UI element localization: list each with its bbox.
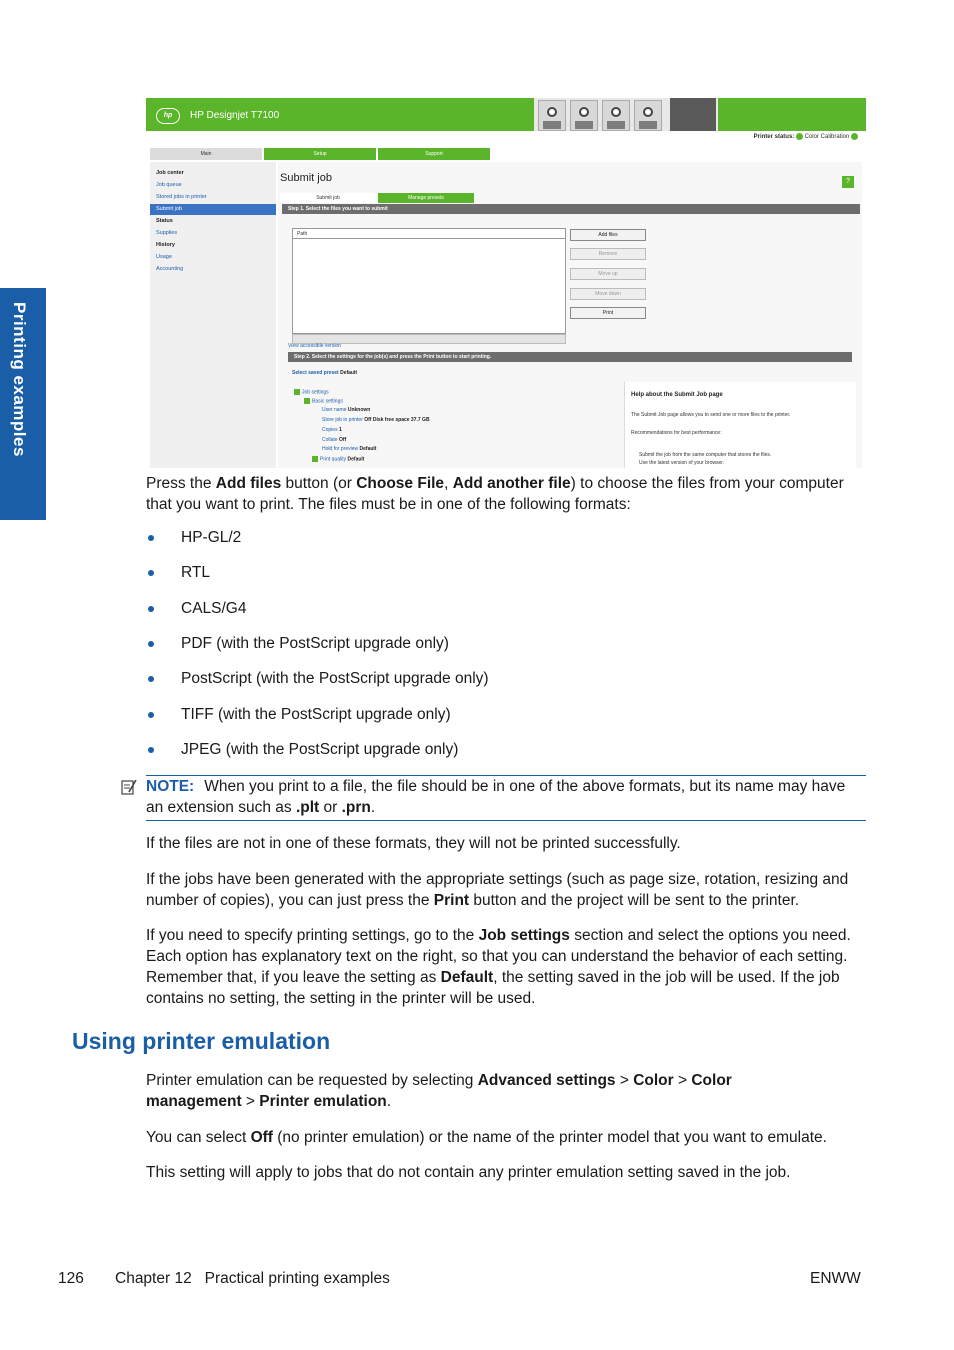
- basic-settings-label: Basic settings: [312, 398, 343, 405]
- emulation-paragraph: Printer emulation can be requested by selecting Advanced settings > Color > Color management > Printer emulation.: [146, 1072, 732, 1110]
- note-box: NOTE: When you print to a file, the file should be in one of the above formats, but its name may have an extension such as .plt or .prn.: [146, 775, 866, 821]
- printer-body-icon: [670, 98, 716, 131]
- expand-icon: [294, 389, 300, 395]
- add-files-button[interactable]: Add files: [570, 229, 646, 241]
- file-list[interactable]: [292, 228, 566, 334]
- tab-support[interactable]: Support: [378, 148, 490, 160]
- help-title: Help about the Submit Job page: [631, 392, 723, 398]
- footer-chapter: Chapter 12 Practical printing examples: [115, 1270, 390, 1287]
- bullet-icon: [148, 570, 154, 576]
- nav-item-job-queue[interactable]: Job queue: [156, 182, 182, 188]
- setting-label: Hold for preview: [322, 446, 359, 452]
- note-icon: [120, 778, 138, 796]
- saved-preset-select[interactable]: [292, 370, 357, 376]
- status-ok-icon: [796, 133, 803, 140]
- page-title: Submit job: [280, 172, 332, 184]
- main-tabs: [150, 148, 490, 160]
- nav-item-usage[interactable]: Usage: [156, 254, 172, 260]
- saved-preset-value: Default: [340, 370, 358, 376]
- setting-collate[interactable]: [322, 437, 346, 443]
- setting-user-name[interactable]: [322, 407, 370, 413]
- setting-value: Off: [338, 437, 347, 443]
- nav-heading-status: Status: [156, 218, 173, 224]
- bullet-icon: [148, 712, 154, 718]
- setting-value: Default: [359, 446, 377, 452]
- note-label: NOTE:: [146, 778, 195, 795]
- step1-header: Step 1. Select the files you want to submit: [282, 204, 860, 214]
- remove-button[interactable]: Remove: [570, 248, 646, 260]
- intro-paragraph: Press the Add files button (or Choose File, Add another file) to choose the files from your computer that you want to print. The files must be in one of the following formats:: [146, 475, 844, 513]
- move-up-button[interactable]: Move up: [570, 268, 646, 280]
- setting-label: Store job in printer: [322, 417, 363, 423]
- nav-heading-job-center: Job center: [156, 170, 184, 176]
- tab-manage-presets[interactable]: Manage presets: [378, 193, 474, 203]
- basic-settings-node[interactable]: [304, 398, 343, 404]
- app-banner: [146, 98, 866, 131]
- footer-locale: ENWW: [810, 1270, 861, 1287]
- bullet-icon: [148, 535, 154, 541]
- generated-jobs-paragraph: If the jobs have been generated with the appropriate settings (such as page size, rotation, resizing and number of copies), you can just press the Print button and the project will be sent to the printer.: [146, 871, 849, 909]
- app-title: HP Designjet T7100: [190, 110, 280, 121]
- setting-value: Default: [347, 456, 365, 463]
- setting-store-job[interactable]: [322, 417, 430, 423]
- bullet-icon: [148, 747, 154, 753]
- help-text: The Submit Job page allows you to send one or more files to the printer.: [631, 412, 791, 418]
- expand-icon: [312, 456, 318, 462]
- ink-cartridge-icon: [602, 100, 630, 131]
- help-panel: [624, 382, 856, 468]
- step2-header: Step 2. Select the settings for the job(s) and press the Print button to start printing.: [288, 352, 852, 362]
- setting-label: Collate: [322, 437, 338, 443]
- help-button[interactable]: ?: [842, 176, 854, 188]
- apply-paragraph: This setting will apply to jobs that do not contain any printer emulation setting saved in the job.: [146, 1164, 791, 1181]
- left-navigation: [150, 162, 276, 468]
- job-settings-node[interactable]: [294, 389, 329, 395]
- print-button[interactable]: Print: [570, 307, 646, 319]
- hp-logo: hp: [156, 108, 180, 124]
- nav-item-stored-jobs[interactable]: Stored jobs in printer: [156, 194, 207, 200]
- path-column-header: Path: [293, 229, 565, 239]
- nav-heading-history: History: [156, 242, 175, 248]
- tab-setup[interactable]: Setup: [264, 148, 376, 160]
- setting-value: 1: [338, 427, 342, 433]
- setting-label: Print quality: [320, 456, 347, 463]
- not-printed-paragraph: If the files are not in one of these formats, they will not be printed successfully.: [146, 835, 681, 852]
- job-settings-paragraph: If you need to specify printing settings, go to the Job settings section and select the options you need. Each option has explanatory text on the right, so that you can understand the behavior of each setting. Remember that, if you leave the setting as Default, the setting saved in the job will be used. If the job contains no setting, the setting in the printer will be used.: [146, 927, 851, 1007]
- help-bullet: Use the latest version of your browser.: [639, 460, 725, 466]
- nav-item-accounting[interactable]: Accounting: [156, 266, 184, 272]
- off-option-paragraph: You can select Off (no printer emulation) or the name of the printer model that you want to emulate.: [146, 1129, 827, 1146]
- setting-print-quality[interactable]: [312, 456, 364, 462]
- bullet-icon: [148, 606, 154, 612]
- printer-status-value[interactable]: Color Calibration: [804, 134, 850, 141]
- setting-copies[interactable]: [322, 427, 342, 433]
- chapter-side-tab-label: Printing examples: [10, 302, 29, 457]
- setting-label: User name: [322, 407, 347, 413]
- nav-item-supplies[interactable]: Supplies: [156, 230, 178, 236]
- expand-icon: [304, 398, 310, 404]
- job-settings-label: Job settings: [302, 389, 329, 396]
- saved-preset-label: Select saved preset: [292, 370, 339, 376]
- bullet-icon: [148, 676, 154, 682]
- refresh-icon[interactable]: [851, 133, 858, 140]
- bullet-icon: [148, 641, 154, 647]
- accessible-version-link[interactable]: View accessible version: [288, 343, 341, 349]
- printer-status: [754, 133, 858, 140]
- setting-label: Copies: [322, 427, 338, 433]
- section-title: Using printer emulation: [72, 1028, 331, 1054]
- setting-hold-for-preview[interactable]: [322, 446, 376, 452]
- ink-cartridge-icon: [634, 100, 662, 131]
- move-down-button[interactable]: Move down: [570, 288, 646, 300]
- chapter-side-tab: [0, 288, 46, 520]
- setting-value: Off Disk free space 37.7 GB: [364, 417, 430, 423]
- setting-value: Unknown: [347, 407, 371, 413]
- printer-status-label: Printer status:: [753, 134, 795, 141]
- submit-job-panel: [278, 162, 862, 468]
- tab-submit-job[interactable]: Submit job: [280, 193, 376, 203]
- printer-photo: [534, 98, 718, 131]
- help-text: Recommendations for best performance:: [631, 430, 722, 436]
- ink-cartridge-icon: [570, 100, 598, 131]
- submit-job-screenshot: [146, 96, 866, 468]
- nav-item-submit-job[interactable]: Submit job: [150, 204, 276, 215]
- ink-cartridge-icon: [538, 100, 566, 131]
- help-bullet: Submit the job from the same computer that stores the files.: [639, 452, 772, 458]
- page-number: 126: [58, 1270, 84, 1287]
- tab-main[interactable]: Main: [150, 148, 262, 160]
